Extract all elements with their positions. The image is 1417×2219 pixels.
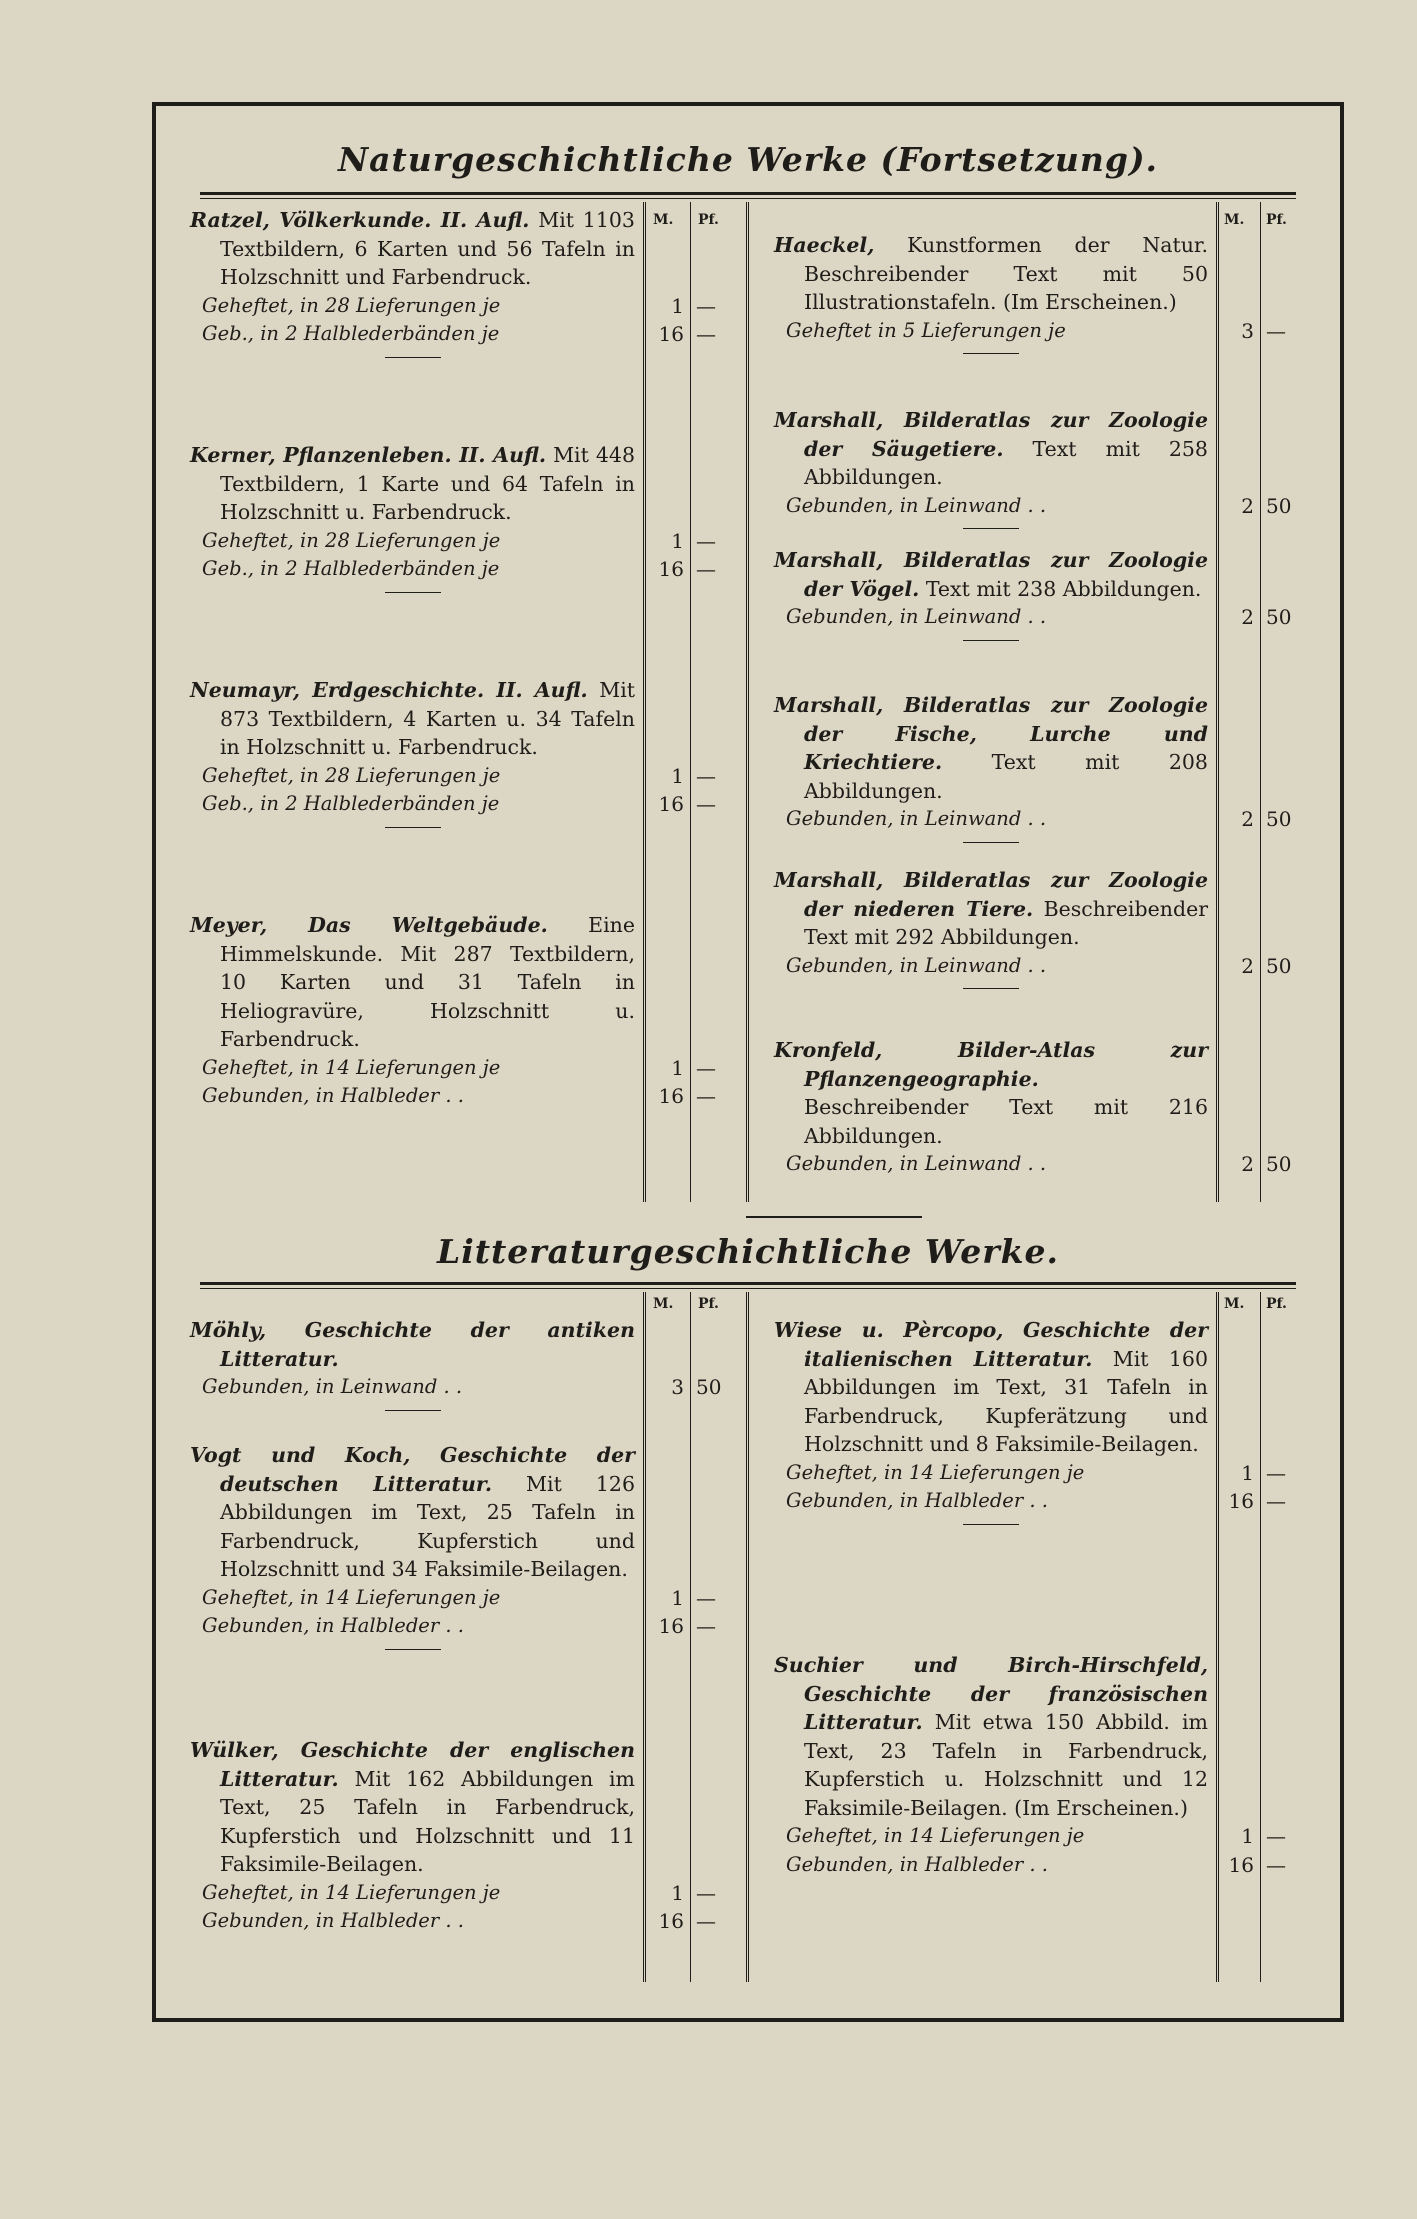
price-pfennig: 50 [1266,807,1292,831]
entry-text: Mit 162 Abbildungen im Text, 25 Tafeln in Farbendruck, Kupferstich und Holzschnitt und 11 Faksimile-Beilagen. [220,1766,635,1876]
column-header-pfennig: Pf. [698,212,719,228]
price-pfennig: 50 [696,1375,722,1399]
entry-description [774,1316,1208,1459]
price-label: Gebunden, in Halbleder . . [202,1084,464,1107]
entry-text: Text mit 238 Abbildungen. [925,576,1202,601]
column-header-mark: M. [653,1296,674,1312]
entry-description [774,691,1208,805]
column-rule [690,1292,691,1982]
catalog-entry [774,406,1208,520]
entry-description [774,406,1208,492]
entry-title: Wiese u. Pèrcopo, Geschichte der italienischen Litteratur. [774,1318,1208,1371]
price-marks: 16 [658,322,684,346]
price-marks: 16 [1228,1489,1254,1513]
entry-title: Ratzel, Völkerkunde. II. Aufl. [190,208,530,232]
price-pfennig: 50 [1266,605,1292,629]
price-marks: 16 [658,557,684,581]
price-row [774,317,1208,346]
price-label: Gebunden, in Leinwand . . [202,1375,463,1398]
entry-separator [963,842,1019,843]
entry-title: Suchier und Birch-Hirschfeld, Geschichte der französischen Litteratur. [774,1653,1208,1734]
column-rule [746,1292,749,1982]
price-label: Geheftet, in 14 Lieferungen je [786,1460,1085,1484]
price-label: Gebunden, in Leinwand . . [786,605,1047,628]
catalog-entry [774,231,1208,345]
catalog-entry [190,1736,635,1936]
entry-title: Marshall, Bilderatlas zur Zoologie der Säugetiere. [774,408,1208,461]
price-row [190,555,635,584]
price-pfennig: — [696,1614,716,1638]
entry-description [190,441,635,527]
price-label: Gebunden, in Leinwand . . [786,493,1047,517]
heading-rule [200,1282,1296,1289]
entry-title: Haeckel, [774,233,875,257]
entry-separator [385,357,441,358]
price-row [774,603,1208,632]
entry-separator [963,528,1019,529]
price-marks: 3 [671,1375,684,1399]
catalog-entry [190,206,635,349]
price-pfennig: — [1266,1461,1286,1485]
catalog-entry [774,866,1208,980]
catalog-entry [774,1036,1208,1179]
price-pfennig: — [696,322,716,346]
price-row [190,1612,635,1641]
catalog-entry [774,1651,1208,1879]
column-rule [1216,1292,1219,1982]
catalog-entry [190,441,635,584]
entry-separator [963,640,1019,641]
entry-text: Mit etwa 150 Abbild. im Text, 23 Tafeln in Farbendruck, Kupferstich u. Holzschnitt und 12 Faksimile-Beilagen. (Im Erscheinen.) [804,1710,1208,1820]
price-marks: 1 [671,294,684,318]
price-pfennig: — [1266,1489,1286,1513]
price-marks: 1 [671,1586,684,1610]
column-header-pfennig: Pf. [698,1296,719,1312]
price-pfennig: — [696,1909,716,1933]
column-rule [1260,202,1261,1202]
price-pfennig: — [1266,319,1286,343]
entry-separator [963,353,1019,354]
column-rule [746,202,749,1202]
price-marks: 3 [1241,319,1254,343]
entry-description [774,231,1208,317]
price-row [190,1584,635,1613]
column-rule [1260,1292,1261,1982]
entry-text: Text mit 258 Abbildungen. [804,436,1208,489]
entry-title: Meyer, Das Weltgebäude. [190,913,548,937]
price-label: Geheftet, in 28 Lieferungen je [202,293,501,317]
entry-separator [385,827,441,828]
entry-text: Beschreibender Text mit 216 Abbildungen. [804,1095,1208,1148]
price-label: Geb., in 2 Halblederbänden je [202,322,500,345]
entry-title: Möhly, Geschichte der antiken Litteratur. [190,1318,635,1371]
price-label: Gebunden, in Halbleder . . [202,1614,464,1637]
price-label: Geheftet in 5 Lieferungen je [786,318,1066,342]
price-pfennig: — [696,294,716,318]
price-marks: 2 [1241,954,1254,978]
entry-title: Neumayr, Erdgeschichte. II. Aufl. [190,678,588,702]
entry-title: Marshall, Bilderatlas zur Zoologie der Vögel. [774,548,1208,601]
entry-description [774,1651,1208,1822]
catalog-entry [774,691,1208,834]
price-pfennig: — [696,1056,716,1080]
price-marks: 1 [671,764,684,788]
entry-description [190,1316,635,1373]
entry-title: Marshall, Bilderatlas zur Zoologie der niederen Tiere. [774,868,1208,921]
catalog-entry [190,911,635,1111]
price-label: Geb., in 2 Halblederbänden je [202,792,500,815]
price-marks: 1 [1241,1461,1254,1485]
catalog-entry [190,676,635,819]
price-marks: 1 [671,1881,684,1905]
catalog-page [152,102,1344,2022]
price-label: Geheftet, in 14 Lieferungen je [202,1585,501,1609]
price-label: Geheftet, in 14 Lieferungen je [202,1055,501,1079]
price-pfennig: — [1266,1824,1286,1848]
catalog-entry [774,546,1208,632]
entry-separator [385,1410,441,1411]
price-label: Gebunden, in Leinwand . . [786,807,1047,830]
entry-description [190,911,635,1054]
column-header-pfennig: Pf. [1266,212,1287,228]
price-row [774,1822,1208,1851]
price-marks: 2 [1241,605,1254,629]
price-row [190,527,635,556]
price-row [774,1851,1208,1880]
entry-text: Kunstformen der Natur. Beschreibender Text mit 50 Illustrationstafeln. (Im Erscheinen.) [804,233,1208,314]
entry-title: Marshall, Bilderatlas zur Zoologie der Fische, Lurche und Kriechtiere. [774,693,1208,774]
entry-description [774,546,1208,603]
price-label: Geheftet, in 14 Lieferungen je [202,1880,501,1904]
entry-text: Text mit 208 Abbildungen. [804,750,1208,803]
price-row [190,1907,635,1936]
price-row [774,1487,1208,1516]
price-row [774,952,1208,981]
entry-separator [385,592,441,593]
price-marks: 2 [1241,1152,1254,1176]
entry-text: Mit 126 Abbildungen im Text, 25 Tafeln in Farbendruck, Kupferstich und Holzschnitt und 34 Faksimile-Beilagen. [220,1471,635,1581]
entry-description [190,206,635,292]
entry-text: Mit 448 Textbildern, 1 Karte und 64 Tafeln in Holzschnitt u. Farbendruck. [220,443,635,524]
price-pfennig: 50 [1266,494,1292,518]
entry-text: Mit 1103 Textbildern, 6 Karten und 56 Tafeln in Holzschnitt und Farbendruck. [220,208,635,289]
price-row [774,492,1208,521]
price-marks: 16 [1228,1853,1254,1877]
price-label: Gebunden, in Halbleder . . [202,1909,464,1932]
price-label: Gebunden, in Leinwand . . [786,953,1047,977]
entry-title: Wülker, Geschichte der englischen Litteratur. [190,1738,635,1791]
price-pfennig: — [1266,1853,1286,1877]
price-pfennig: 50 [1266,954,1292,978]
entry-description [190,1736,635,1879]
price-pfennig: — [696,529,716,553]
price-marks: 16 [658,1084,684,1108]
column-header-mark: M. [1224,212,1245,228]
entry-text: Eine Himmelskunde. Mit 287 Textbildern, 10 Karten und 31 Tafeln in Heliogravüre, Holzschnitt u. Farbendruck. [220,913,635,1051]
column-header-mark: M. [653,212,674,228]
price-pfennig: 50 [1266,1152,1292,1176]
price-label: Geheftet, in 28 Lieferungen je [202,763,501,787]
column-rule [690,202,691,1202]
price-pfennig: — [696,1881,716,1905]
price-pfennig: — [696,1084,716,1108]
price-label: Gebunden, in Halbleder . . [786,1489,1048,1512]
entry-description [190,1441,635,1584]
entry-title: Kerner, Pflanzenleben. II. Aufl. [190,443,547,467]
price-label: Geheftet, in 28 Lieferungen je [202,528,501,552]
price-label: Geb., in 2 Halblederbänden je [202,557,500,580]
price-marks: 16 [658,1909,684,1933]
catalog-entry [190,1316,635,1402]
price-marks: 16 [658,792,684,816]
entry-text: Mit 160 Abbildungen im Text, 31 Tafeln in Farbendruck, Kupferätzung und Holzschnitt und 8 Faksimile-Beilagen. [804,1346,1208,1456]
price-pfennig: — [696,792,716,816]
price-marks: 1 [671,1056,684,1080]
column-rule [1216,202,1219,1202]
price-row [190,1082,635,1111]
entry-separator [385,1649,441,1650]
entry-description [774,1036,1208,1150]
price-row [774,1459,1208,1488]
entry-description [774,866,1208,952]
heading-rule [200,192,1296,199]
price-pfennig: — [696,557,716,581]
price-marks: 1 [671,529,684,553]
price-row [190,1373,635,1402]
price-row [190,292,635,321]
price-row [190,320,635,349]
price-row [190,1879,635,1908]
price-marks: 1 [1241,1824,1254,1848]
section-heading-natural-history: Naturgeschichtliche Werke (Fortsetzung). [337,140,1159,179]
column-rule [643,1292,646,1982]
price-row [190,790,635,819]
section-heading-literary-history: Litteraturgeschichtliche Werke. [437,1232,1059,1271]
catalog-entry [774,1316,1208,1516]
price-pfennig: — [696,764,716,788]
entry-text: Beschreibender Text mit 292 Abbildungen. [804,896,1208,949]
section-divider [746,1216,922,1218]
price-label: Gebunden, in Halbleder . . [786,1852,1048,1876]
catalog-entry [190,1441,635,1641]
price-marks: 16 [658,1614,684,1638]
entry-description [190,676,635,762]
price-marks: 2 [1241,807,1254,831]
entry-separator [963,988,1019,989]
price-row [774,805,1208,834]
column-header-mark: M. [1224,1296,1245,1312]
price-pfennig: — [696,1586,716,1610]
price-row [774,1150,1208,1179]
entry-title: Vogt und Koch, Geschichte der deutschen Litteratur. [190,1443,635,1496]
column-rule [643,202,646,1202]
entry-title: Kronfeld, Bilder-Atlas zur Pflanzengeographie. [774,1038,1208,1091]
price-label: Geheftet, in 14 Lieferungen je [786,1824,1085,1847]
column-header-pfennig: Pf. [1266,1296,1287,1312]
price-row [190,762,635,791]
entry-separator [963,1524,1019,1525]
price-row [190,1054,635,1083]
entry-text: Mit 873 Textbildern, 4 Karten u. 34 Tafeln in Holzschnitt u. Farbendruck. [220,678,635,759]
price-label: Gebunden, in Leinwand . . [786,1152,1047,1175]
price-marks: 2 [1241,494,1254,518]
